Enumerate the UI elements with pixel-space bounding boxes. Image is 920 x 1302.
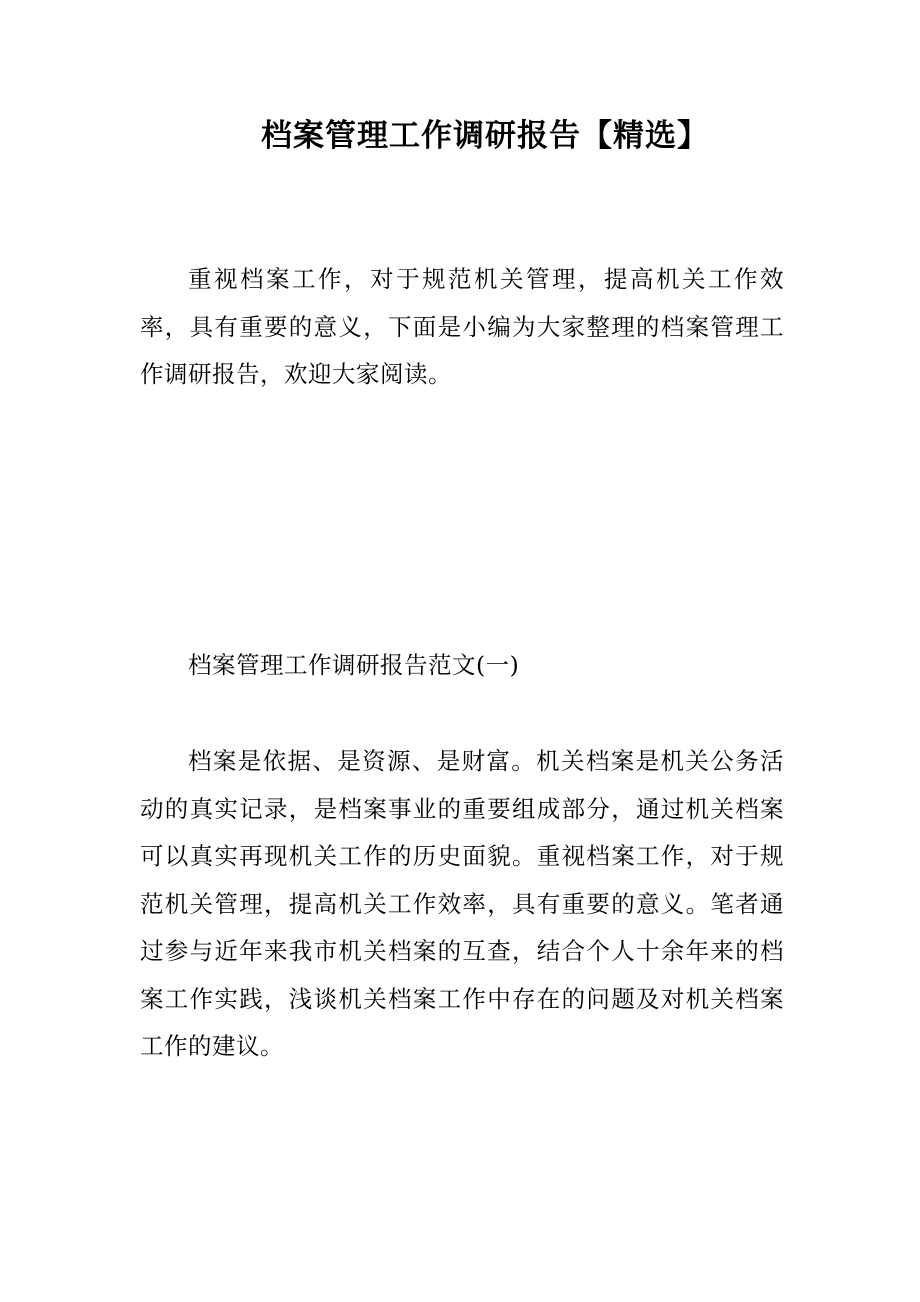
section-heading: 档案管理工作调研报告范文(一)	[188, 651, 520, 679]
document-title: 档案管理工作调研报告【精选】	[261, 118, 709, 154]
section-body-paragraph: 档案是依据、是资源、是财富。机关档案是机关公务活动的真实记录，是档案事业的重要组成部分，通过机关档案可以真实再现机关工作的历史面貌。重视档案工作，对于规范机关管理，提高机关工作效率，具有重要的意义。笔者通过参与近年来我市机关档案的互查，结合个人十余年来的档案工作实践，浅谈机关档案工作中存在的问题及对机关档案工作的建议。	[140, 747, 784, 1060]
intro-paragraph: 重视档案工作，对于规范机关管理，提高机关工作效率，具有重要的意义，下面是小编为大家整理的档案管理工作调研报告，欢迎大家阅读。	[140, 265, 784, 388]
